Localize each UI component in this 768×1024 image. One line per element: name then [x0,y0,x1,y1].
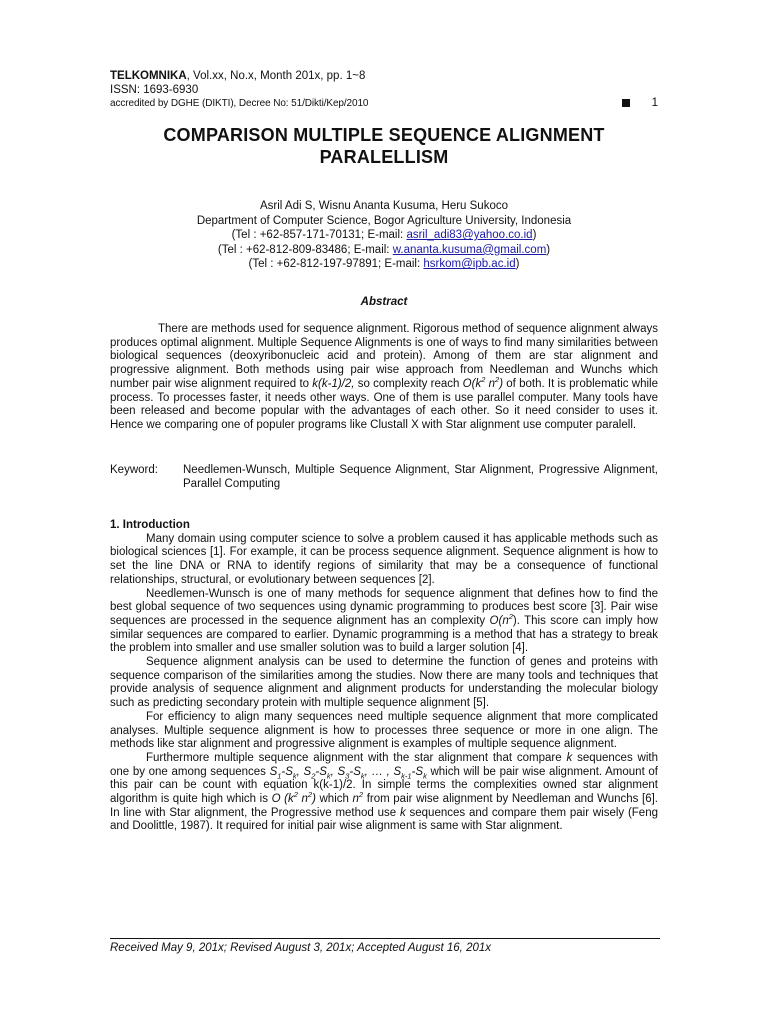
author-names: Asril Adi S, Wisnu Ananta Kusuma, Heru Sukoco [259,200,508,212]
issn: ISSN: 1693-6930 [110,84,199,96]
dash: - [281,765,286,778]
contact-1 [110,228,658,243]
email-link-3[interactable]: hsrkom@ipb.ac.id [423,258,516,271]
keyword-label: Keyword: [110,464,158,476]
footer-divider [110,938,660,939]
superscript: 2 [495,374,500,384]
abstract-text-c: of both. It is problematic while process. To processes faster, it needs other ways. One of them is use parallel computer. Many tools have been released and become popular with the advantages of each other. So it need consider to uses it. Hence we comparing one of populer programs like Clustall X with Star alignment use computer paralell. [110,377,659,431]
subscript: 2 [311,770,316,780]
journal-citation [110,69,658,83]
abstract-body [110,323,658,433]
p5-text-c: which will be pair wise alignment. Amount of this pair can be count with equation k(k-1)/2. In simple terms the complexities owned star alignment algorithm is quite high which is [110,765,659,806]
var-s: S [393,765,402,778]
introduction-section [110,519,658,834]
contact-3 [110,257,658,272]
var-n: n [297,793,308,806]
email-link-2[interactable]: w.ananta.kusuma@gmail.com [392,243,547,256]
abstract-heading: Abstract [360,296,408,308]
square-bullet-icon [622,99,630,107]
intro-paragraph-2 [110,588,658,657]
on-text: O(n [489,614,509,627]
subscript: k [326,770,331,780]
var-s: S [269,765,278,778]
var-s: S [285,765,293,778]
journal-volume: , Vol.xx, No.x, Month 201x, pp. 1~8 [186,70,366,82]
var-k: k [566,751,573,764]
intro-paragraph-1: Many domain using computer science to solve a problem caused it has applicable methods such as biological sciences [1]. For example, it can be process sequence alignment. Sequence alignment is how to set the line DNA or RNA to identify regions of similarity that may be a consequence of functional relationships, structural, or evolutionary between sequences [2]. [110,532,658,586]
p5-text-d: which [315,793,353,806]
received-dates: Received May 9, 201x; Revised August 3, 201x; Accepted August 16, 201x [110,942,492,954]
sequence-list [270,766,427,778]
var-s: S [319,765,327,778]
dash: - [315,765,320,778]
p5-text-a: Furthermore multiple sequence alignment with the star alignment that compare [146,751,567,764]
journal-name: TELKOMNIKA [110,70,187,82]
section-heading: 1. Introduction [110,519,190,531]
star-complexity [271,790,316,806]
complexity-formula [462,374,504,390]
paper-title [110,124,658,168]
abstract-text-a: There are methods used for sequence alignment. Rigorous method of sequence alignment always produces optimal alignment. Multiple Sequence Alignments is one of ways to find many similarities between biological sequences (deoxyribonucleic acid and protein). Among of them are star alignment and progressive alignment. Both methods using pair wise approach from Needleman and Wunchs which number pair wise alignment required to [110,323,658,390]
contact-3-text: (Tel : +62-812-197-97891; E-mail: [248,258,424,271]
complexity-part-a: O(k [462,377,482,390]
contact-2-close: ) [546,243,551,256]
affiliation: Department of Computer Science, Bogor Agriculture University, Indonesia [196,214,572,227]
complexity-on [489,612,513,627]
p5-text-e: from pair wise alignment by Needleman and Wunchs [6]. In line with Star alignment, the Progressive method use [110,793,658,819]
var-s: S [337,765,346,778]
abstract-text-b: so complexity reach [354,377,463,390]
dash: - [411,765,416,778]
subscript: k [360,770,365,780]
comma: , [330,765,338,778]
subscript: k [423,770,427,780]
var-k: k [399,806,406,819]
subscript: k-1 [401,770,412,780]
p2-text-a: Needlemen-Wunsch is one of many methods for sequence alignment that defines how to find the best global sequence of two sequences using dynamic programming to produces best score [3]. Pair wise sequences are processed in the sequence alignment has an complexity [110,587,658,627]
var-s: S [353,765,361,778]
contact-2 [110,243,658,258]
p5-text-f: sequences and compare them pair wisely (Feng and Doolittle, 1987). It required for initial pair wise alignment is same with Star alignment. [110,806,658,833]
email-link-1[interactable]: asril_adi83@yahoo.co.id [406,229,533,242]
o-open: O (k [271,793,294,806]
superscript: 2 [293,790,298,800]
abstract-paragraph [110,323,658,433]
subscript: 3 [345,770,350,780]
var-n: n [352,793,359,806]
journal-header [110,69,658,111]
contact-1-close: ) [532,229,537,242]
contact-3-close: ) [515,258,520,271]
p2-text-b: ). This score can imply how similar sequences are compared to earlier. Dynamic programming is a method that has a strategy to break the problem into smaller and use smaller solution was to build a larger solution [4]. [110,614,658,655]
contact-1-text: (Tel : +62-857-171-70131; E-mail: [231,229,407,242]
p5-text-b: sequences with one by one among sequences [110,751,658,778]
keyword-block [110,463,658,491]
superscript: 2 [481,374,486,384]
n-squared [352,790,364,806]
ellipsis: , … , [364,765,394,778]
title-line-1: COMPARISON MULTIPLE SEQUENCE ALIGNMENT [163,125,605,145]
intro-paragraph-3: Sequence alignment analysis can be used to determine the function of genes and proteins with sequence comparison of the similarities among the studies. Now there are many tools and techniques that provide analysis of sequence alignment and alignment products for understanding the molecular biology such as predicting secondary protein with multiple sequence alignment [5]. [110,656,658,710]
formula-pairs: k(k-1)/2, [312,377,355,390]
intro-paragraph-5 [110,752,658,834]
author-block [110,199,658,272]
superscript: 2 [358,790,364,800]
var-s: S [415,765,424,778]
title-line-2: PARALELLISM [319,147,449,167]
intro-paragraph-4: For efficiency to align many sequences need multiple sequence alignment that more complicated analyses. Multiple sequence alignment is how to processes three sequence or more in one align. The methods like star alignment and progressive alignment is examples of multiple sequence alignment. [110,710,658,751]
accreditation: accredited by DGHE (DIKTI), Decree No: 51/Dikti/Kep/2010 [110,98,369,109]
subscript: k [292,770,297,780]
keyword-list: Needlemen-Wunsch, Multiple Sequence Alignment, Star Alignment, Progressive Alignment, Parallel Computing [183,464,658,490]
var-s: S [303,765,312,778]
superscript: 2 [508,612,513,622]
close-paren: ) [312,793,316,806]
contact-2-text: (Tel : +62-812-809-83486; E-mail: [217,243,393,256]
complexity-part-c: ) [499,377,504,390]
complexity-part-b: n [485,377,496,390]
superscript: 2 [307,790,313,800]
comma: , [296,765,304,778]
subscript: 1 [277,770,282,780]
page-number: 1 [651,97,658,109]
dash: - [349,765,354,778]
